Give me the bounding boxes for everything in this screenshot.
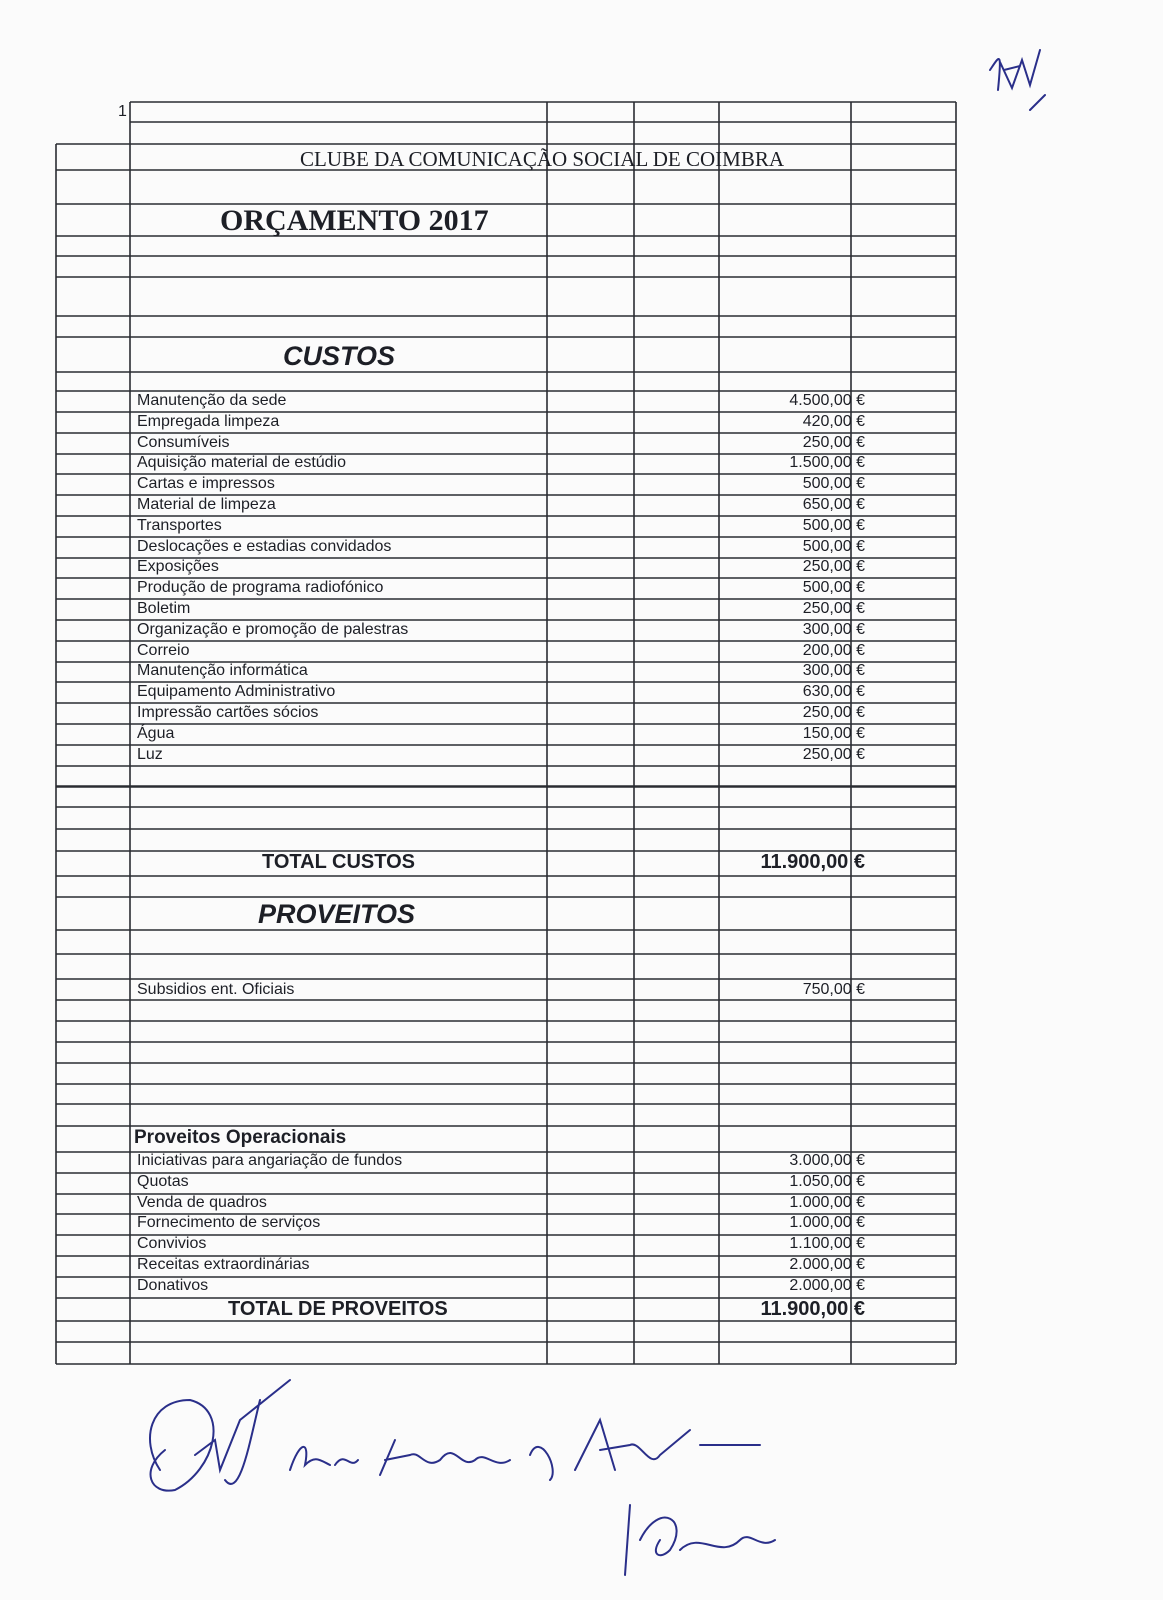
cost-item-label: Água: [137, 725, 175, 742]
row-number: 1: [118, 103, 127, 120]
cost-item-amount: 1.500,00 €: [789, 454, 865, 471]
cost-item-amount: 300,00 €: [802, 662, 865, 679]
cost-item-amount: 150,00 €: [802, 725, 865, 742]
cost-item-amount: 420,00 €: [802, 413, 865, 430]
cost-item-label: Consumíveis: [137, 434, 230, 451]
cost-item-label: Organização e promoção de palestras: [137, 621, 409, 638]
revenue-heading: PROVEITOS: [258, 899, 416, 929]
total-revenue-label: TOTAL DE PROVEITOS: [228, 1298, 448, 1320]
cost-item-label: Cartas e impressos: [137, 475, 275, 492]
cost-item-label: Luz: [137, 746, 163, 763]
cost-item-amount: 500,00 €: [802, 475, 865, 492]
revenue-item-amount: 2.000,00 €: [789, 1256, 865, 1273]
cost-item-label: Transportes: [137, 517, 222, 534]
cost-item-label: Manutenção informática: [137, 662, 308, 679]
revenue-item-amount: 1.100,00 €: [789, 1235, 865, 1252]
revenue-item-label: Fornecimento de serviços: [137, 1214, 321, 1231]
cost-item-label: Exposições: [137, 558, 219, 575]
cost-item-amount: 200,00 €: [802, 642, 865, 659]
cost-item-amount: 4.500,00 €: [789, 392, 865, 409]
total-costs-label: TOTAL CUSTOS: [262, 851, 415, 873]
cost-item-amount: 500,00 €: [802, 579, 865, 596]
revenue-item-label: Venda de quadros: [137, 1194, 267, 1211]
cost-item-amount: 500,00 €: [802, 517, 865, 534]
cost-item-label: Impressão cartões sócios: [137, 704, 319, 721]
cost-item-amount: 500,00 €: [802, 538, 865, 555]
club-name: CLUBE DA COMUNICAÇÃO SOCIAL DE COIMBRA: [300, 147, 785, 171]
cost-item-label: Produção de programa radiofónico: [137, 579, 384, 596]
page-title: ORÇAMENTO 2017: [220, 204, 489, 237]
operational-heading: Proveitos Operacionais: [134, 1127, 347, 1148]
cost-item-amount: 300,00 €: [802, 621, 865, 638]
cost-item-amount: 250,00 €: [802, 434, 865, 451]
cost-item-amount: 250,00 €: [802, 558, 865, 575]
cost-item-label: Boletim: [137, 600, 191, 617]
cost-item-label: Equipamento Administrativo: [137, 683, 336, 700]
revenue-item-amount: 1.050,00 €: [789, 1173, 865, 1190]
cost-item-label: Correio: [137, 642, 190, 659]
cost-item-amount: 630,00 €: [802, 683, 865, 700]
costs-heading: CUSTOS: [283, 341, 396, 371]
cost-item-amount: 250,00 €: [802, 704, 865, 721]
cost-item-label: Aquisição material de estúdio: [137, 454, 347, 471]
revenue-item-amount: 1.000,00 €: [789, 1194, 865, 1211]
cost-item-amount: 650,00 €: [802, 496, 865, 513]
subsidies-amount: 750,00 €: [802, 981, 865, 998]
cost-item-amount: 250,00 €: [802, 600, 865, 617]
revenue-item-amount: 3.000,00 €: [789, 1152, 865, 1169]
cost-item-label: Manutenção da sede: [137, 392, 287, 409]
subsidies-label: Subsidios ent. Oficiais: [137, 981, 295, 998]
total-revenue-amount: 11.900,00 €: [760, 1298, 865, 1320]
revenue-item-label: Donativos: [137, 1277, 209, 1294]
revenue-item-label: Receitas extraordinárias: [137, 1256, 310, 1273]
revenue-item-amount: 1.000,00 €: [789, 1214, 865, 1231]
revenue-item-amount: 2.000,00 €: [789, 1277, 865, 1294]
total-costs-amount: 11.900,00 €: [760, 851, 865, 873]
cost-item-label: Material de limpeza: [137, 496, 276, 513]
revenue-item-label: Quotas: [137, 1173, 189, 1190]
cost-item-label: Deslocações e estadias convidados: [137, 538, 392, 555]
revenue-item-label: Iniciativas para angariação de fundos: [137, 1152, 403, 1169]
cost-item-amount: 250,00 €: [802, 746, 865, 763]
cost-item-label: Empregada limpeza: [137, 413, 280, 430]
revenue-item-label: Convivios: [137, 1235, 207, 1252]
